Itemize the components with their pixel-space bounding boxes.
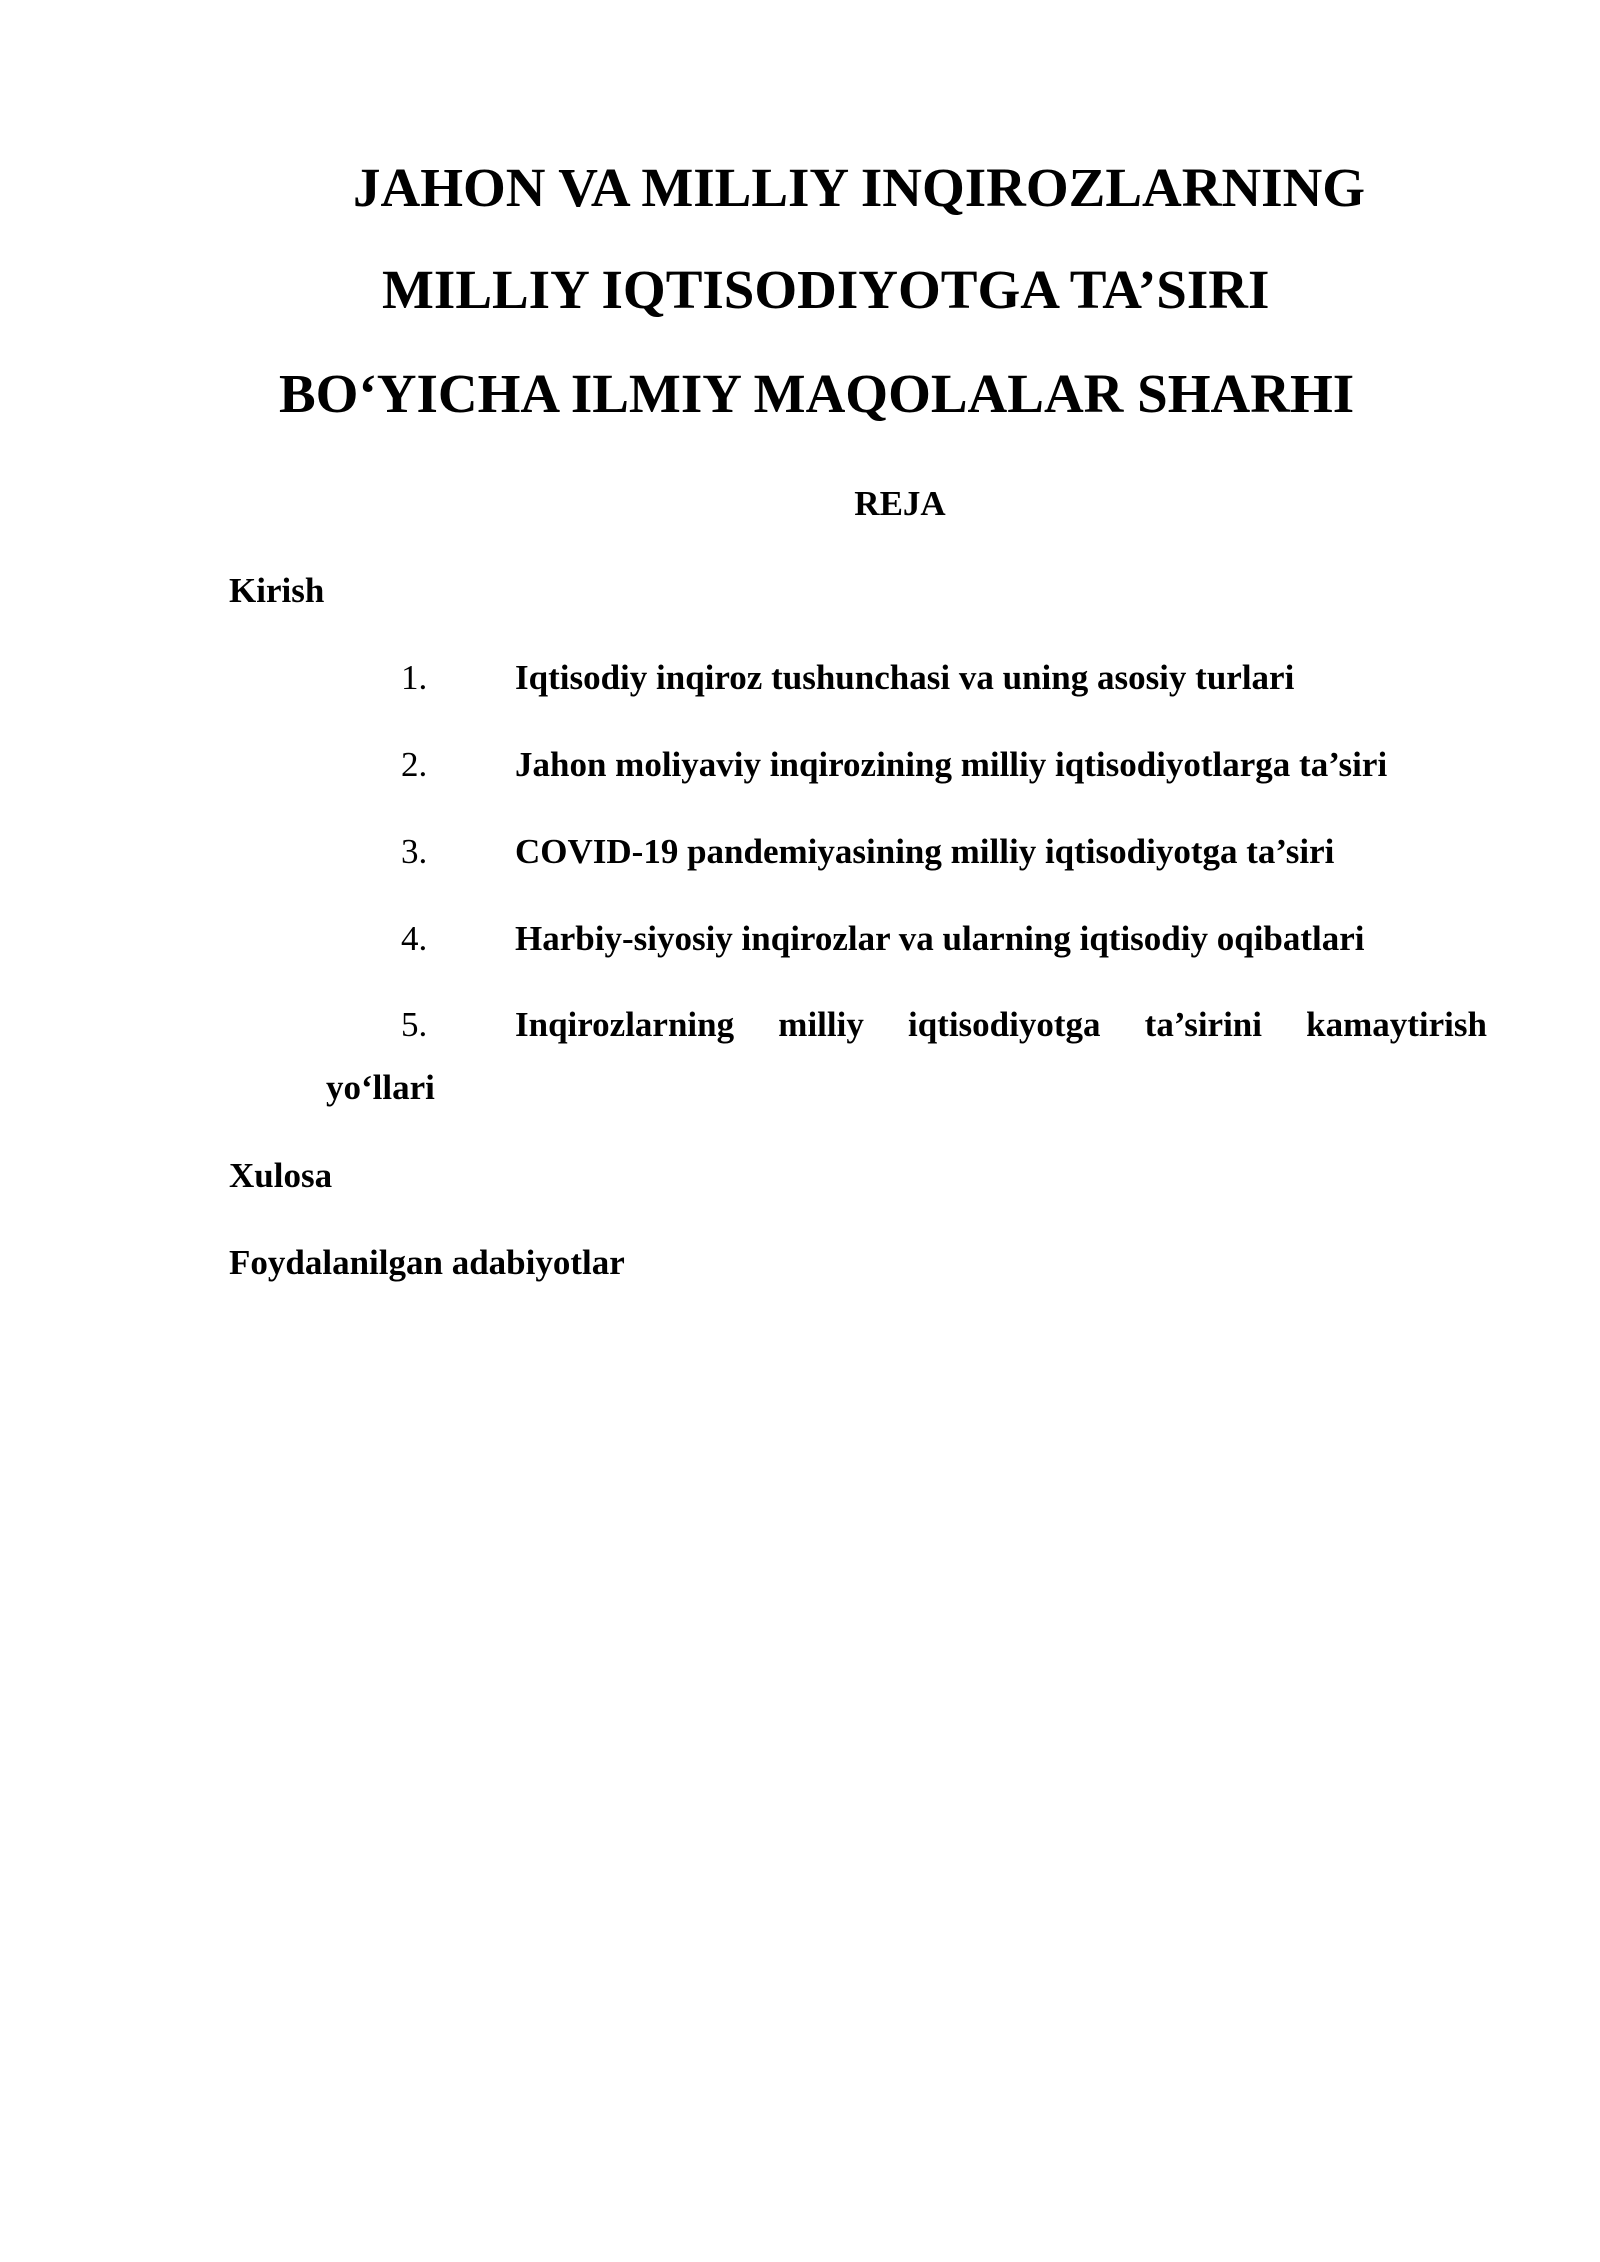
plan-item-text-continuation: yo‘llari xyxy=(326,1068,435,1107)
conclusion-label: Xulosa xyxy=(229,1156,333,1195)
plan-item-text: Iqtisodiy inqiroz tushunchasi va uning asosiy turlari xyxy=(515,658,1295,697)
plan-heading: REJA xyxy=(854,484,946,523)
plan-item-text: Inqirozlarning milliy iqtisodiyotga ta’sirini kamaytirish xyxy=(515,1005,1487,1044)
title-line-2: MILLIY IQTISODIYOTGA TA’SIRI xyxy=(382,259,1270,320)
references-label: Foydalanilgan adabiyotlar xyxy=(229,1243,625,1282)
plan-item-number: 3. xyxy=(401,832,428,871)
title-line-1: JAHON VA MILLIY INQIROZLARNING xyxy=(353,157,1366,218)
plan-item-number: 5. xyxy=(401,1005,428,1044)
plan-item-number: 1. xyxy=(401,658,428,697)
plan-item-text: COVID-19 pandemiyasining milliy iqtisodiyotga ta’siri xyxy=(515,832,1335,871)
title-line-3: BO‘YICHA ILMIY MAQOLALAR SHARHI xyxy=(279,363,1355,424)
plan-item-number: 4. xyxy=(401,919,428,958)
plan-item-text: Harbiy-siyosiy inqirozlar va ularning iqtisodiy oqibatlari xyxy=(515,919,1365,958)
intro-label: Kirish xyxy=(229,571,325,610)
plan-item-number: 2. xyxy=(401,745,428,784)
plan-item-text: Jahon moliyaviy inqirozining milliy iqtisodiyotlarga ta’siri xyxy=(515,745,1388,784)
